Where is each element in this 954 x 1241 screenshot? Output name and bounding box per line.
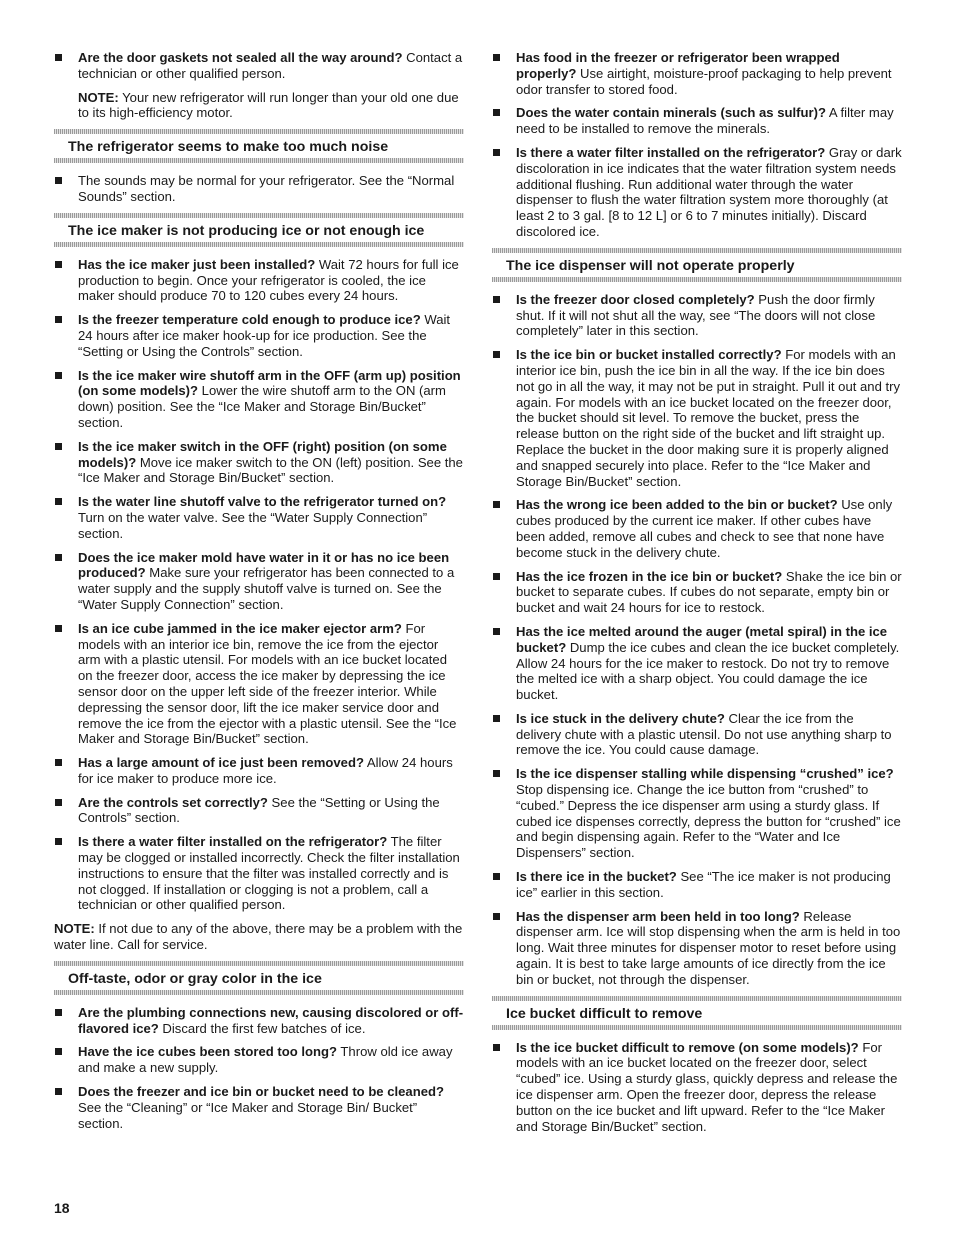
note-motor [54, 90, 464, 122]
bullet-answer: Gray or dark discoloration in ice indicates that the water filtration system needs additional flushing. Run additional water through the water dispenser to flush the water filtration system more thoroughly (at least 2 to 3 gal. [8 to 12 L] or 6 to 7 minutes initially). Discard discolored ice. [516, 144, 902, 239]
bullet-question: Is the freezer door closed completely? [516, 291, 755, 307]
section-heading: Ice bucket difficult to remove [506, 1005, 703, 1022]
bullet-item [54, 550, 464, 613]
bullet-item [54, 621, 464, 747]
bullet-question: Is the ice dispenser stalling while dispensing “crushed” ice? [516, 766, 894, 782]
bullet-item [492, 869, 902, 901]
bullet-answer: Shake the ice bin or bucket to separate cubes. If cubes do not separate, empty bin or bucket and wait 24 hours for ice to restock. [516, 568, 902, 616]
bullet-item [492, 624, 902, 703]
bullet-item [54, 1084, 464, 1131]
bullet-question: Has the ice melted around the auger (metal spiral) in the ice bucket? [516, 623, 888, 655]
bullet-answer: Release dispenser arm. Ice will stop dispensing when the arm is held in too long. Wait three minutes for dispenser motor to reset before using again. It is best to take large amounts of ice directly from the ice bin or bucket, not through the dispenser. [516, 908, 901, 987]
bullet-item [492, 292, 902, 339]
bullet-answer: For models with an interior ice bin, remove the ice from the ejector arm with a plastic utensil. For models with an ice bucket located on the freezer door, access the ice maker by depressing the ice sensor door on the upper left side of the freezer interior. While depressing the sensor door, lift the ice maker service door and remove the ice from the ejector with a plastic utensil. See the “Ice Maker and Storage Bin/Bucket” section. [78, 620, 457, 747]
bullet-item [54, 834, 464, 913]
bullet-item [492, 50, 902, 97]
bucket-items [492, 1040, 902, 1135]
bullet-answer: Use only cubes produced by the current ice maker. If other cubes have been added, remove all cubes and check to see that none have become stuck in the delivery chute. [516, 497, 893, 560]
section-dispenser [492, 248, 902, 282]
bullet-question: Are the plumbing connections new, causing discolored or off-flavored ice? [78, 1004, 464, 1036]
bullet-question: Is the ice maker switch in the OFF (right) position (on some models)? [78, 438, 447, 470]
bullet-answer: Stop dispensing ice. Change the ice button from “crushed” to “cubed.” Depress the ice dispenser arm using a sturdy glass. If cubed ice dispenses correctly, depress the button for “crushed” ice and begin dispensing again. Refer to the “Water and Ice Dispensers” section. [516, 782, 901, 861]
bullet-question: Is ice stuck in the delivery chute? [516, 710, 725, 726]
bullet-answer: Allow 24 hours for ice maker to produce more ice. [78, 755, 453, 786]
bullet-question: Has food in the freezer or refrigerator been wrapped properly? [516, 50, 840, 81]
section-heading: The ice dispenser will not operate properly [506, 257, 795, 274]
bullet-item [54, 1005, 464, 1037]
bullet-question: Does the water contain minerals (such as sulfur)? [516, 105, 826, 121]
note-text: If not due to any of the above, there may be a problem with the water line. Call for service. [54, 921, 463, 953]
section-heading: The ice maker is not producing ice or not enough ice [68, 222, 425, 239]
bullet-answer: Discard the first few batches of ice. [158, 1020, 366, 1036]
bullet-answer: Make sure your refrigerator has been connected to a water supply and the supply shutoff valve is turned on. See the “Water Supply Connection” section. [78, 565, 455, 612]
bullet-item [54, 755, 464, 787]
page-number: 18 [54, 1200, 70, 1216]
bullet-answer: Contact a technician or other qualified person. [78, 50, 463, 81]
section-rule [54, 242, 464, 247]
bullet-answer: Throw old ice away and make a new supply. [78, 1044, 453, 1076]
bullet-item [492, 711, 902, 758]
note-water-line [54, 921, 464, 953]
section-noise [54, 129, 464, 163]
note-text: Your new refrigerator will run longer than your old one due to its high-efficiency motor. [78, 89, 459, 121]
bullet-answer: Turn on the water valve. See the “Water Supply Connection” section. [78, 509, 428, 541]
bullet-answer: Wait 72 hours for full ice production to begin. Once your refrigerator is cooled, the ice maker should produce 70 to 120 cubes every 24 hours. [78, 256, 459, 304]
section-rule [54, 158, 464, 163]
right-intro [492, 50, 902, 240]
right-column [492, 50, 902, 1142]
bullet-question: Is an ice cube jammed in the ice maker ejector arm? [78, 620, 402, 636]
bullet-item [54, 795, 464, 827]
bullet-answer: For models with an ice bucket located on the freezer door, select “cubed” ice. Using a sturdy glass, quickly depress and release the ice dispenser arm. Open the freezer door, depress the release button on the ice bucket and lift upward. Refer to the “Ice Maker and Storage Bin/Bucket” section. [516, 1039, 898, 1134]
section-rule [54, 990, 464, 995]
bullet-answer: Use airtight, moisture-proof packaging to help prevent odor transfer to stored food. [516, 65, 892, 97]
bullet-question: Is the freezer temperature cold enough to produce ice? [78, 312, 421, 328]
bullet-question: Is the ice bucket difficult to remove (on some models)? [516, 1039, 859, 1055]
bullet-item [54, 50, 464, 82]
bullet-item [54, 257, 464, 304]
bullet-answer: The filter may be clogged or installed incorrectly. Check the filter installation instructions to ensure that the filter was installed correctly and is not clogged. If installation or clogging is not a problem, call a technician or other qualified person. [78, 834, 460, 913]
bullet-question: Has the ice maker just been installed? [78, 256, 316, 272]
bullet-answer: See the “Cleaning” or “Ice Maker and Storage Bin/ Bucket” section. [78, 1099, 418, 1131]
bullet-question: Are the controls set correctly? [78, 794, 268, 810]
section-rule [492, 277, 902, 282]
note-label: NOTE: [54, 921, 95, 937]
dispenser-items [492, 292, 902, 988]
section-heading: The refrigerator seems to make too much noise [68, 139, 389, 156]
bullet-question: Have the ice cubes been stored too long? [78, 1044, 338, 1060]
bullet-question: Does the ice maker mold have water in it or has no ice been produced? [78, 549, 450, 581]
bullet-question: Is the ice bin or bucket installed correctly? [516, 347, 782, 363]
bullet-answer: Clear the ice from the delivery chute with a plastic utensil. Do not use anything sharp to remove the ice. You could cause damage. [516, 710, 892, 758]
bullet-item [54, 494, 464, 541]
bullet-item [492, 1040, 902, 1135]
section-heading: Off-taste, odor or gray color in the ice [68, 970, 322, 987]
note-label: NOTE: [78, 89, 119, 105]
bullet-item [54, 1044, 464, 1076]
bullet-item [492, 766, 902, 861]
bullet-question: Is the ice maker wire shutoff arm in the OFF (arm up) position (on some models)? [78, 367, 461, 399]
bullet-answer: Dump the ice cubes and clean the ice bucket completely. Allow 24 hours for the ice maker to restock. Do not try to remove the melted ice with a sharp object. You could damage the ice bucket. [516, 639, 900, 703]
bullet-answer: For models with an interior ice bin, push the ice bin in all the way. If the ice bin does not go in all the way, it may not be put in straight. Pull it out and try again. For models with an ice bucket located on the freezer door, the bucket should sit level. To remove the bucket, press the release button on the right side of the bucket and lift straight up. Replace the bucket in the door making sure it is properly aligned and snapped securely into place. Refer to the “Ice Maker and Storage Bin/Bucket” section. [516, 347, 901, 489]
bullet-question: Are the door gaskets not sealed all the way around? [78, 50, 403, 65]
bullet-question: Is there a water filter installed on the refrigerator? [516, 144, 826, 160]
bullet-question: Has the wrong ice been added to the bin or bucket? [516, 497, 838, 513]
section-rule [492, 1025, 902, 1030]
left-column [54, 50, 464, 1139]
bullet-question: Has the dispenser arm been held in too long? [516, 908, 800, 924]
bullet-item [492, 145, 902, 240]
bullet-item [492, 347, 902, 489]
noise-items [54, 173, 464, 205]
bullet-answer: Wait 24 hours after ice maker hook-up for ice production. See the “Setting or Using the Controls” section. [78, 312, 451, 359]
bullet-answer: Push the door firmly shut. If it will not shut all the way, see “The doors will not close completely” later in this section. [516, 291, 876, 339]
bullet-item [492, 569, 902, 616]
bullet-answer: Move ice maker switch to the ON (left) position. See the “Ice Maker and Storage Bin/Bucket” section. [78, 454, 463, 486]
bullet-item [54, 173, 464, 205]
section-bucket [492, 996, 902, 1030]
section-taste [54, 961, 464, 995]
bullet-answer: A filter may need to be installed to remove the minerals. [516, 105, 894, 137]
bullet-item [54, 312, 464, 359]
bullet-item [54, 439, 464, 486]
bullet-item [492, 497, 902, 560]
bullet-question: Is the water line shutoff valve to the refrigerator turned on? [78, 494, 447, 510]
section-icemaker [54, 213, 464, 247]
bullet-question: Has the ice frozen in the ice bin or bucket? [516, 568, 783, 584]
bullet-item [492, 909, 902, 988]
bullet-answer: Lower the wire shutoff arm to the ON (arm down) position. See the “Ice Maker and Storage Bin/Bucket” section. [78, 383, 446, 430]
taste-items [54, 1005, 464, 1132]
bullet-question: Is there a water filter installed on the refrigerator? [78, 834, 388, 850]
bullet-question: Has a large amount of ice just been removed? [78, 755, 364, 771]
bullet-answer: See the “Setting or Using the Controls” section. [78, 794, 440, 826]
icemaker-items [54, 257, 464, 913]
left-intro [54, 50, 464, 82]
bullet-item [492, 105, 902, 137]
bullet-item [54, 368, 464, 431]
bullet-answer: The sounds may be normal for your refrigerator. See the “Normal Sounds” section. [78, 173, 455, 204]
bullet-question: Does the freezer and ice bin or bucket need to be cleaned? [78, 1084, 444, 1100]
bullet-answer: See “The ice maker is not producing ice” earlier in this section. [516, 869, 891, 900]
bullet-question: Is there ice in the bucket? [516, 869, 677, 885]
